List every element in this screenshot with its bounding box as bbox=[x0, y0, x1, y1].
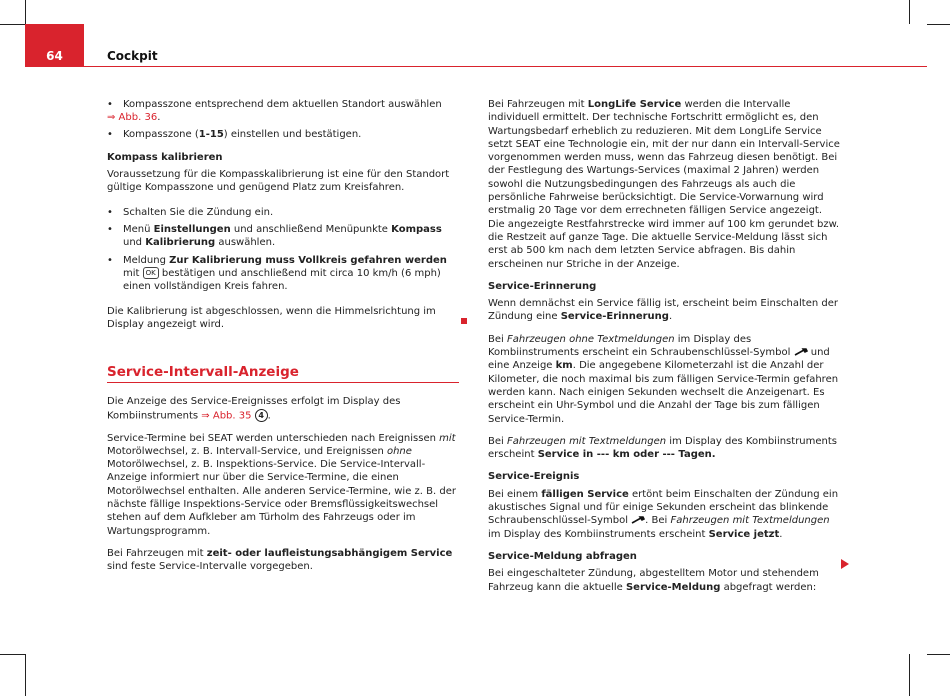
paragraph: Wenn demnächst ein Service fällig ist, erscheint beim Einschalten der Zündung eine Service-Erinnerung. bbox=[488, 298, 838, 323]
crop-mark bbox=[0, 24, 25, 25]
paragraph: Bei Fahrzeugen mit zeit- oder laufleistungsabhängigem Service sind feste Service-Intervalle vorgegeben. bbox=[107, 547, 453, 573]
paragraph: Bei Fahrzeugen ohne Textmeldungen im Display des Kombiinstruments erscheint ein Schraubenschlüssel-Symbol und eine Anzeige km. Die angegebene Kilometerzahl ist die Anzahl der Kilometer, die noch maximal bis zum fälligen Service-Termin gefahren werden kann. Nach einigen Sekunden wechselt die Anzeigenart. Es erscheint ein Uhr-Symbol und die Anzahl der Tage bis zum fälligen Service-Termin. bbox=[488, 333, 839, 425]
crop-mark bbox=[0, 654, 25, 655]
wrench-icon bbox=[631, 516, 645, 524]
section-end-marker bbox=[461, 318, 467, 324]
figure-link[interactable]: ⇒ Abb. 36 bbox=[107, 112, 158, 124]
page-number: 64 bbox=[46, 49, 63, 63]
crop-mark bbox=[927, 654, 950, 655]
crop-mark bbox=[25, 0, 26, 24]
paragraph: Bei Fahrzeugen mit Textmeldungen im Display des Kombiinstruments erscheint Service in --- km oder --- Tagen. bbox=[488, 435, 838, 461]
subheading-query: Service-Meldung abfragen bbox=[488, 550, 637, 562]
subheading-event: Service-Ereignis bbox=[488, 471, 580, 483]
paragraph: Service-Termine bei SEAT werden unterschieden nach Ereignissen mit Motorölwechsel, z. B. Intervall-Service, und Ereignissen ohne Motorölwechsel, z. B. Inspektions-Service. Die Service-Intervall-Anzeige informiert nur über die Service-Termine, die einen Motorölwechsel enthalten. Alle anderen Service-Termine, wie z. B. der nächste fällige Inspektions-Service oder Bremsflüssigkeitswechsel stehen auf dem Aufkleber am Türholm des Fahrzeugs oder im Wartungsprogramm. bbox=[107, 432, 456, 537]
subheading-reminder: Service-Erinnerung bbox=[488, 280, 597, 292]
paragraph: Bei eingeschalteter Zündung, abgestelltem Motor und stehendem Fahrzeug kann die aktuelle Service-Meldung abgefragt werden: bbox=[488, 568, 819, 593]
crop-mark bbox=[25, 654, 26, 696]
header-rule bbox=[84, 66, 927, 67]
paragraph: Die Anzeige des Service-Ereignisses erfolgt im Display des Kombiinstruments ⇒ Abb. 35 4 . bbox=[107, 396, 401, 422]
callout-number: 4 bbox=[255, 409, 268, 422]
right-column bbox=[488, 98, 840, 594]
left-column bbox=[107, 98, 459, 574]
crop-mark bbox=[909, 654, 910, 696]
continue-arrow-icon bbox=[841, 559, 849, 569]
bullet-item: • Kompasszone (1-15) einstellen und bestätigen. bbox=[107, 128, 459, 141]
subheading-calibrate: Kompass kalibrieren bbox=[107, 151, 223, 163]
paragraph: Voraussetzung für die Kompasskalibrierung ist eine für den Standort gültige Kompasszone und genügend Platz zum Kreisfahren. bbox=[107, 169, 450, 194]
crop-mark bbox=[909, 0, 910, 24]
bullet-item: • Kompasszone entsprechend dem aktuellen Standort auswählen bbox=[107, 98, 459, 111]
page-number-box bbox=[25, 24, 84, 67]
bullet-item: • Menü Einstellungen und anschließend Menüpunkte Kompass und Kalibrierung auswählen. bbox=[107, 223, 459, 250]
section-title: Service-Intervall-Anzeige bbox=[107, 366, 459, 383]
chapter-title: Cockpit bbox=[107, 49, 158, 63]
figure-link[interactable]: ⇒ Abb. 35 bbox=[201, 410, 252, 422]
paragraph: Die Kalibrierung ist abgeschlossen, wenn die Himmelsrichtung im Display angezeigt wird. bbox=[107, 305, 436, 330]
ok-button-icon: OK bbox=[143, 267, 159, 279]
paragraph: Bei einem fälligen Service ertönt beim Einschalten der Zündung ein akustisches Signal und für einige Sekunden erscheint das blinkende Schraubenschlüssel-Symbol . Bei Fahrzeugen mit Textmeldungen im Display des Kombiinstruments erscheint Service jetzt. bbox=[488, 488, 839, 540]
bullet-item: • Schalten Sie die Zündung ein. bbox=[107, 206, 459, 219]
crop-mark bbox=[927, 24, 950, 25]
figure-reference-line: ⇒ Abb. 36. bbox=[107, 112, 161, 124]
paragraph: Bei Fahrzeugen mit LongLife Service werden die Intervalle individuell ermittelt. Der technische Fortschritt ermöglicht es, den Wartungsbedarf erheblich zu reduzieren. Mit dem LongLife Service setzt SEAT eine Technologie ein, mit der nur dann ein Intervall-Service vorgenommen werden muss, wenn das Fahrzeug diesen benötigt. Bei der Festlegung des Wartungs-Services (maximal 2 Jahren) werden sowohl die Nutzungsbedingungen des Fahrzeugs als auch die persönliche Fahrweise berücksichtigt. Die Service-Vorwarnung wird erstmalig 20 Tage vor dem errechneten fälligen Service angezeigt. Die angezeigte Restfahrstrecke wird immer auf 100 km gerundet bzw. die Restzeit auf ganze Tage. Die aktuelle Service-Meldung lässt sich erst ab 500 km nach dem letzten Service abfragen. Bis dahin erscheinen nur Striche in der Anzeige. bbox=[488, 99, 840, 270]
wrench-icon bbox=[794, 348, 808, 356]
bullet-item: • Meldung Zur Kalibrierung muss Vollkreis gefahren werden mit OK bestätigen und anschließend mit circa 10 km/h (6 mph) einen vollständigen Kreis fahren. bbox=[107, 254, 459, 294]
